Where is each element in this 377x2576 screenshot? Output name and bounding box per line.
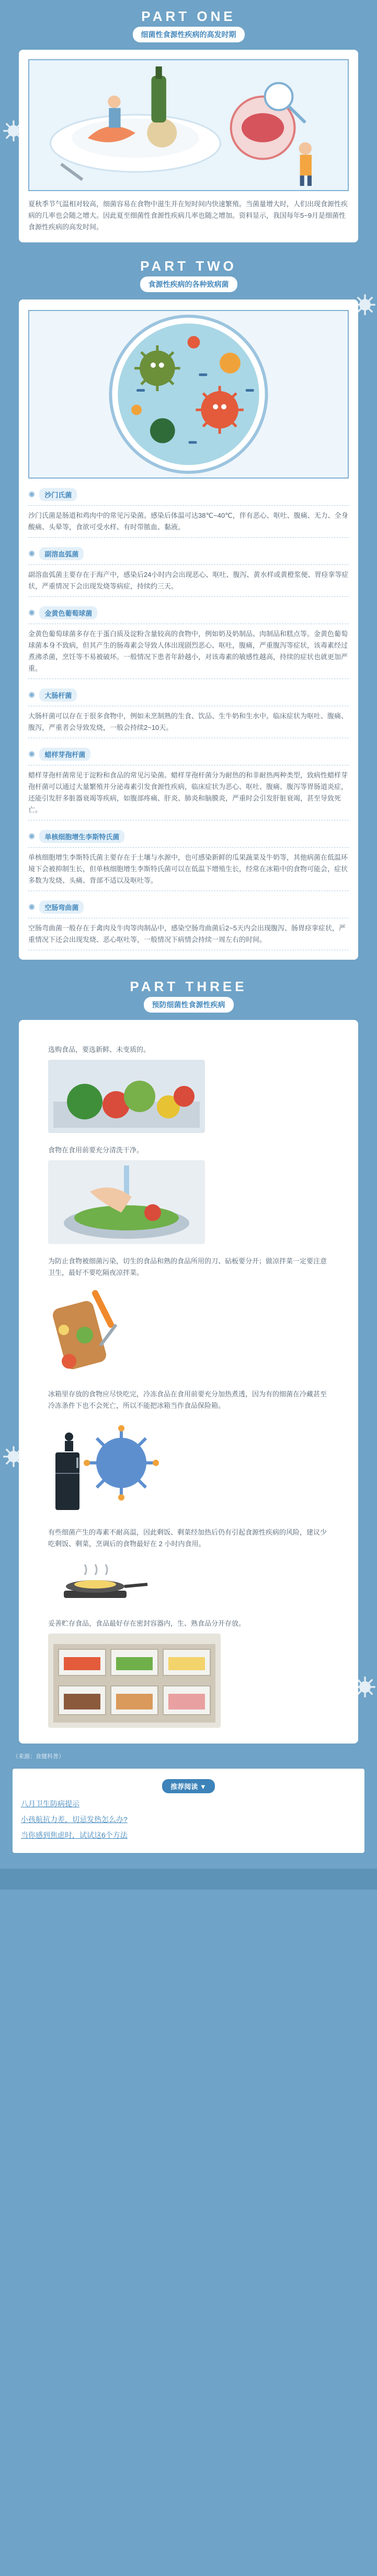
part-three-card [19, 1020, 358, 1744]
bacteria-name: 沙门氏菌 [39, 488, 77, 501]
tip-text: 妥善贮存食品，食品最好存在密封容器内，生、熟食品分开存放。 [48, 1619, 246, 1627]
recommended-link[interactable]: 小孩航抗力差，切忌发热怎么办? [21, 1815, 128, 1824]
source-note: （来源：食健科普） [13, 1753, 64, 1760]
fridge-virus-illustration [48, 1416, 163, 1515]
washing-illustration [48, 1160, 205, 1244]
prevention-tip [48, 1044, 329, 1133]
bacteria-name: 大肠杆菌 [39, 689, 77, 702]
part-three-subtitle: 预防细菌性食源性疾病 [144, 997, 234, 1013]
part-one-subtitle: 细菌性食源性疾病的高发时期 [133, 27, 245, 42]
bacteria-description: 副溶血弧菌主要存在于海产中，感染后24小时内会出现恶心、呕吐、腹泻、黄水样或黄橙浆便、胃痉挛等症状，严重情况下会出现发烧等病症，持续约三天。 [28, 564, 349, 597]
recommended-link[interactable]: 八月卫生防病提示 [21, 1800, 79, 1808]
tip-text: 为防止食物被细菌污染，切生的食品和熟的食品所用的刀、砧板要分开；做凉拌菜一定要注意卫生，最好不要吃隔夜凉拌菜。 [48, 1257, 327, 1276]
virus-bullet-icon: ✺ [28, 608, 36, 618]
prevention-tip [48, 1618, 329, 1728]
bacteria-name: 金黄色葡萄球菌 [39, 606, 97, 619]
virus-bullet-icon: ✺ [28, 549, 36, 559]
recommended-reading [13, 1769, 364, 1853]
part-one-card [19, 50, 358, 242]
tip-text: 食物在食用前要充分清洗干净。 [48, 1146, 144, 1154]
cooking-illustration [48, 1554, 153, 1606]
petri-dish-illustration [28, 310, 349, 479]
containers-illustration [48, 1634, 221, 1728]
part-one-paragraph: 夏秋季节气温相对较高，细菌容易在食物中滋生并在短时间内快速繁殖。当菌量增大时，人们出现食源性疾病的几率也会随之增大。因此夏至细菌性食源性疾病几率也随之增加。资料显示，我国每年5~9月是细菌性食源性疾病的高发时间。 [28, 200, 348, 231]
tip-text: 冰箱里存放的食物应尽快吃完，冷冻食品在食用前要充分加热煮透，因为有的细菌在冷藏甚至冷冻条件下也不会死亡，所以不能把冰箱当作食品保险箱。 [48, 1390, 327, 1409]
recommended-link[interactable]: 当你感到焦虑时，试试这6个方法 [21, 1831, 128, 1839]
list-item [28, 748, 349, 820]
part-three-section [19, 974, 358, 1744]
cutting-board-illustration [48, 1283, 121, 1377]
recommended-reading-button[interactable]: 推荐阅读 ▼ [162, 1779, 214, 1793]
virus-bullet-icon: ✺ [28, 490, 36, 499]
vegetables-illustration [48, 1060, 205, 1133]
part-three-title: PART THREE [130, 979, 247, 994]
list-item [28, 830, 349, 891]
list-item [28, 547, 349, 597]
bacteria-name: 空肠弯曲菌 [39, 901, 84, 914]
bacteria-name: 副溶血弧菌 [39, 547, 84, 560]
bacteria-description: 单核细胞增生李斯特氏菌主要存在于土壤与水源中，也可感染新鲜的瓜果蔬菜及牛奶等，其他病菌在低温环境下会被抑制生长，但单核细胞增生李斯特氏菌可以在低温下增殖生长，经常在冰箱中的食物可能会，症状多数为发烧、头痛、背部不适以及呕吐等。 [28, 847, 349, 891]
list-item [28, 606, 349, 679]
tip-text: 选购食品，要选新鲜、未变质的。 [48, 1046, 151, 1053]
list-item [28, 488, 349, 538]
bacteria-description: 沙门氏菌是肠道和鸡肉中的常见污染菌。感染后体温可达38℃~40℃，伴有恶心、呕吐、腹痛、无力、全身酸痛、头晕等，食欲可受水样、有时带脓血、黏液。 [28, 505, 349, 538]
bacteria-list [28, 488, 349, 950]
bacteria-description: 空肠弯曲菌一般存在于禽肉及牛肉等肉制品中，感染空肠弯曲菌后2~5天内会出现腹泻、肠胃痉挛症状，严重情况下还会出现发烧、恶心呕吐等，一般情况下病情会持续一周左右的时间。 [28, 918, 349, 950]
part-two-card [19, 299, 358, 960]
part-one-section [19, 4, 358, 242]
part-one-title: PART ONE [141, 8, 236, 24]
bacteria-name: 蜡样芽孢杆菌 [39, 748, 90, 761]
bacteria-description: 金黄色葡萄球菌多存在于蛋白质及淀粉含量较高的食物中，例如奶及奶制品、肉制品和糕点等。金黄色葡萄球菌本身不致病，但其产生的肠毒素会导致人体出现剧烈恶心、呕吐，腹痛，严重腹泻等症状，该毒素经过煮沸杀菌，烹饪等不易被破坏。一般情况下患者年龄越小，对该毒素的敏感性越高，持续的症状也就更加严重。 [28, 624, 349, 679]
part-two-title: PART TWO [140, 258, 237, 274]
virus-bullet-icon: ✺ [28, 903, 36, 912]
prevention-tip [48, 1389, 329, 1515]
virus-bullet-icon: ✺ [28, 750, 36, 759]
part-two-section [19, 254, 358, 960]
part-two-subtitle: 食源性疾病的各种致病菌 [140, 276, 237, 292]
list-item [28, 901, 349, 950]
bacteria-description: 蜡样芽孢杆菌常见于淀粉和食品的常见污染菌。蜡样芽孢杆菌分为耐热的和非耐热两种类型，致病性蜡样芽孢杆菌可以通过大量繁殖并分泌毒素引发食源性疾病，临床症状为恶心、呕吐、腹痛、腹泻等胃肠道炎症，还能引发肝多脏器衰竭等疾病，如腹部疼痛、肝炎、肺炎和脑膜炎，严重时会引发肝脏衰竭，甚至导致死亡。 [28, 765, 349, 820]
list-item [28, 689, 349, 738]
tip-text: 有些细菌产生的毒素不耐高温，因此剩饭、剩菜经加热后仍有引起食源性疾病的风险，建议少吃剩饭、剩菜，烹调后的食物最好在 2 小时内食用。 [48, 1528, 327, 1548]
bacteria-name: 单核细胞增生李斯特氏菌 [39, 830, 124, 843]
prevention-tip [48, 1527, 329, 1606]
virus-bullet-icon: ✺ [28, 832, 36, 841]
footer-band [0, 1869, 377, 1890]
prevention-tip [48, 1256, 329, 1377]
food-illustration [28, 59, 349, 191]
bacteria-description: 大肠杆菌可以存在于很多食物中，例如未烹制熟的生食、饮品、生牛奶和生水中。临床症状为呕吐、腹痛、腹泻，严重者会导致发烧，一般会持续2~10天。 [28, 706, 349, 738]
prevention-tip [48, 1145, 329, 1244]
virus-bullet-icon: ✺ [28, 691, 36, 700]
